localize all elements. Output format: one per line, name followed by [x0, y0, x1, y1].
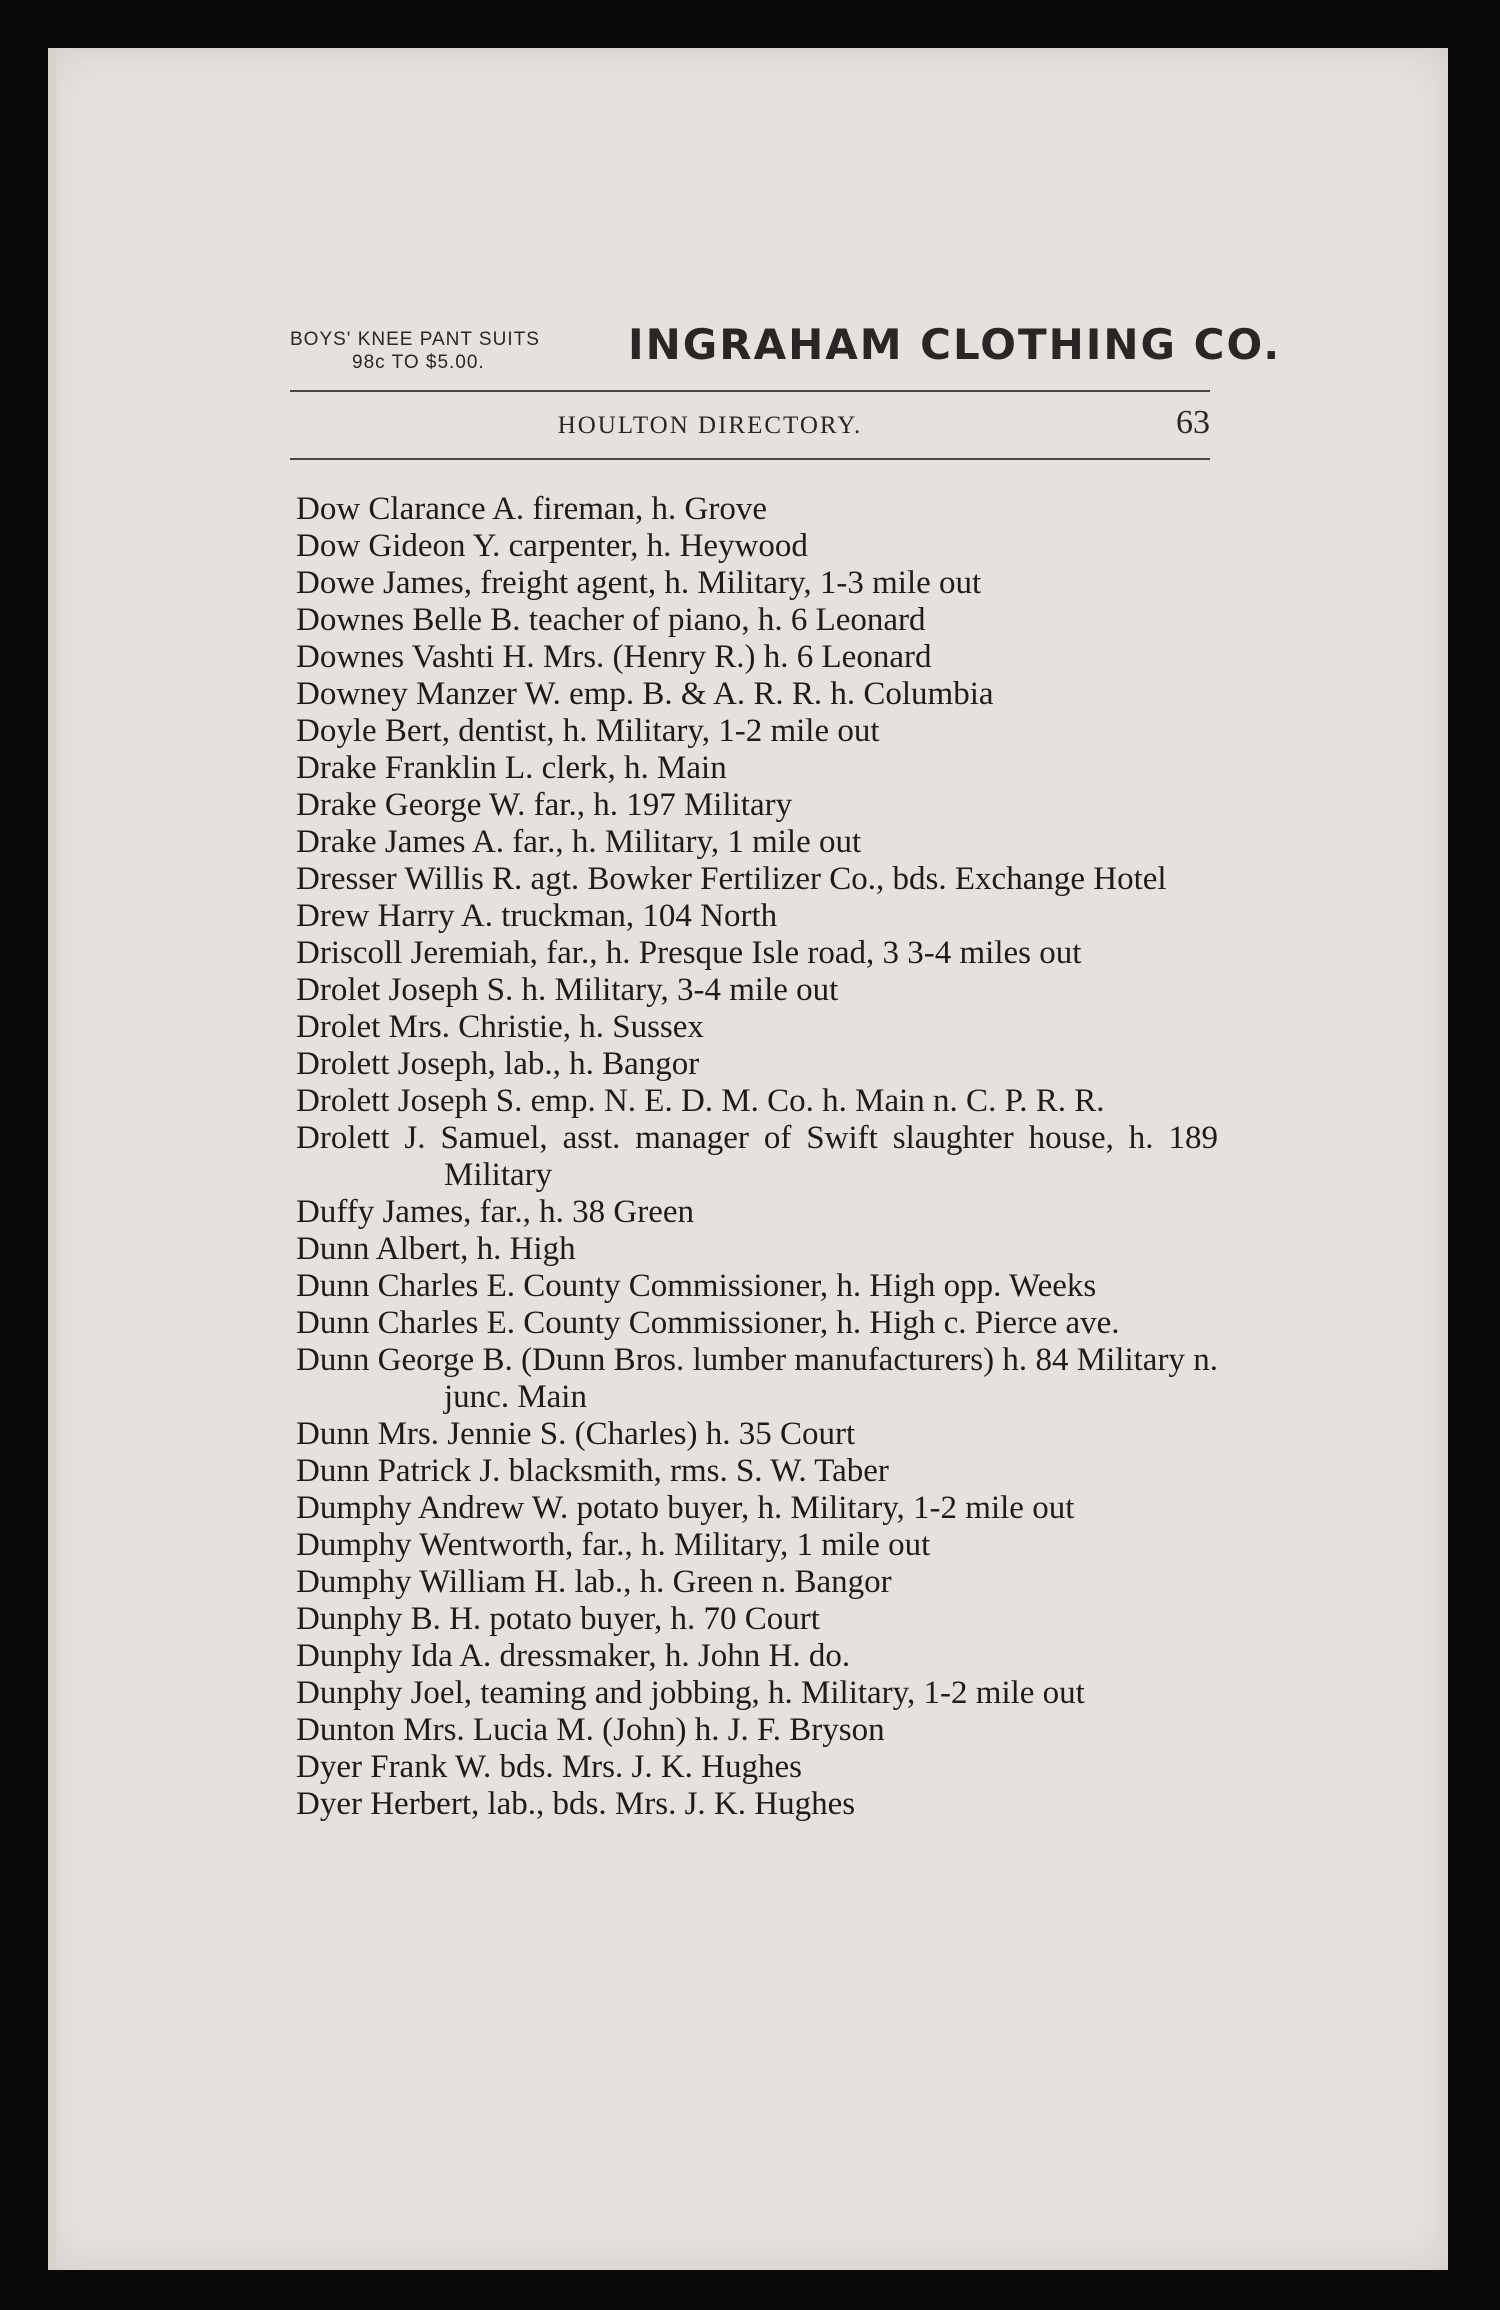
directory-entry: Dumphy Andrew W. potato buyer, h. Military, 1-2 mile out — [296, 1490, 1075, 1526]
directory-entry: Dumphy William H. lab., h. Green n. Bangor — [296, 1564, 892, 1600]
directory-entry: Dunn Mrs. Jennie S. (Charles) h. 35 Court — [296, 1416, 856, 1452]
directory-entry: Dow Gideon Y. carpenter, h. Heywood — [296, 528, 808, 564]
directory-entry: Dunn Charles E. County Commissioner, h. High c. Pierce ave. — [296, 1305, 1120, 1341]
directory-entry: Drolett J. Samuel, asst. manager of Swift slaughter house, h. 189 Military — [296, 1120, 1218, 1193]
running-head-title: HOULTON DIRECTORY. — [557, 412, 863, 439]
directory-entries — [296, 491, 1218, 1823]
directory-entry: Downey Manzer W. emp. B. & A. R. R. h. Columbia — [296, 676, 994, 712]
advertisement-tagline-line2: 98c TO $5.00. — [352, 352, 485, 373]
directory-entry: Dunphy Ida A. dressmaker, h. John H. do. — [296, 1638, 851, 1674]
directory-entry: Dumphy Wentworth, far., h. Military, 1 mile out — [296, 1527, 931, 1563]
directory-entry: Dyer Frank W. bds. Mrs. J. K. Hughes — [296, 1749, 802, 1785]
directory-entry: Drake George W. far., h. 197 Military — [296, 787, 793, 823]
directory-entry: Drolet Mrs. Christie, h. Sussex — [296, 1009, 704, 1045]
directory-entry: Downes Belle B. teacher of piano, h. 6 Leonard — [296, 602, 926, 638]
directory-entry: Duffy James, far., h. 38 Green — [296, 1194, 695, 1230]
directory-entry: Dunn George B. (Dunn Bros. lumber manufacturers) h. 84 Military n. junc. Main — [296, 1342, 1218, 1415]
directory-entry: Dunphy Joel, teaming and jobbing, h. Military, 1-2 mile out — [296, 1675, 1085, 1711]
directory-entry: Dunn Patrick J. blacksmith, rms. S. W. Taber — [296, 1453, 889, 1489]
directory-entry: Dresser Willis R. agt. Bowker Fertilizer Co., bds. Exchange Hotel — [296, 861, 1167, 897]
header-rule-bottom — [290, 458, 1210, 460]
directory-entry: Driscoll Jeremiah, far., h. Presque Isle road, 3 3-4 miles out — [296, 935, 1082, 971]
advertisement-header — [290, 320, 1282, 384]
directory-entry: Drolett Joseph, lab., h. Bangor — [296, 1046, 700, 1082]
directory-entry: Dowe James, freight agent, h. Military, 1-3 mile out — [296, 565, 982, 601]
directory-entry: Drake Franklin L. clerk, h. Main — [296, 750, 727, 786]
advertisement-tagline — [290, 328, 590, 374]
page-number: 63 — [1176, 404, 1210, 441]
advertisement-tagline-line1: BOYS' KNEE PANT SUITS — [290, 329, 540, 350]
page-edge — [48, 48, 56, 2270]
directory-entry: Dunton Mrs. Lucia M. (John) h. J. F. Bryson — [296, 1712, 885, 1748]
directory-entry: Downes Vashti H. Mrs. (Henry R.) h. 6 Leonard — [296, 639, 932, 675]
directory-entry: Drolet Joseph S. h. Military, 3-4 mile out — [296, 972, 839, 1008]
directory-entry: Dunn Charles E. County Commissioner, h. High opp. Weeks — [296, 1268, 1097, 1304]
directory-entry: Dunn Albert, h. High — [296, 1231, 576, 1267]
directory-entry: Dyer Herbert, lab., bds. Mrs. J. K. Hughes — [296, 1786, 856, 1822]
directory-entry: Drolett Joseph S. emp. N. E. D. M. Co. h. Main n. C. P. R. R. — [296, 1083, 1105, 1119]
running-head — [290, 400, 1210, 450]
directory-entry: Dow Clarance A. fireman, h. Grove — [296, 491, 768, 527]
advertisement-brand: INGRAHAM CLOTHING CO. — [628, 320, 1282, 369]
directory-entry: Dunphy B. H. potato buyer, h. 70 Court — [296, 1601, 820, 1637]
header-rule-top — [290, 390, 1210, 392]
directory-entry: Drake James A. far., h. Military, 1 mile out — [296, 824, 862, 860]
directory-entry: Doyle Bert, dentist, h. Military, 1-2 mile out — [296, 713, 880, 749]
directory-entry: Drew Harry A. truckman, 104 North — [296, 898, 778, 934]
